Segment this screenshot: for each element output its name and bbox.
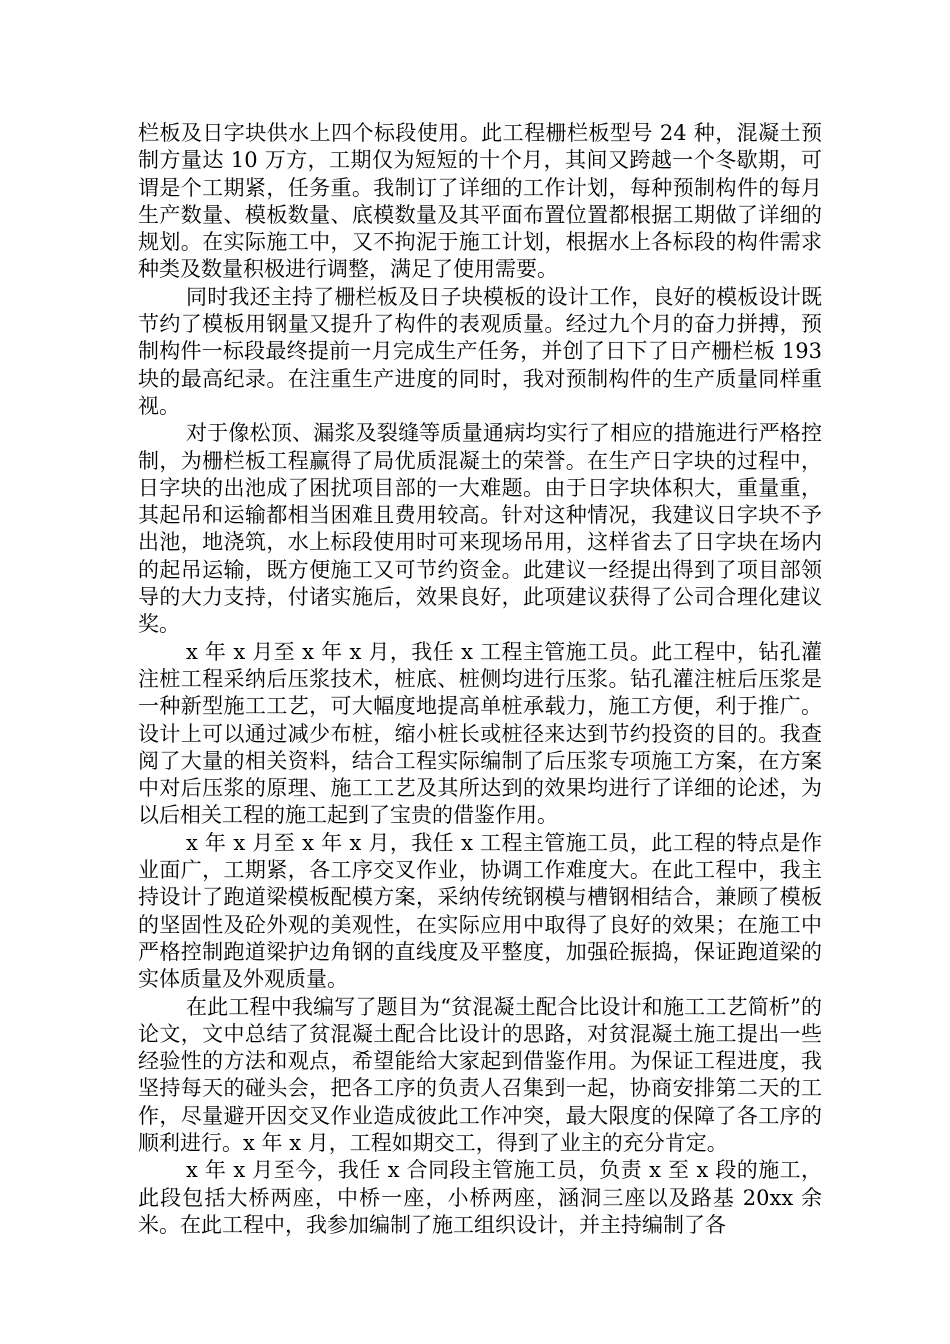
- body-paragraph: 同时我还主持了栅栏板及日子块模板的设计工作，良好的模板设计既节约了模板用钢量又提升了构件的表观质量。经过九个月的奋力拼搏，预制构件一标段最终提前一月完成生产任务，并创了日下了日产栅栏板 193 块的最高纪录。在注重生产进度的同时，我对预制构件的生产质量同样重视。: [138, 284, 822, 418]
- body-paragraph: 栏板及日字块供水上四个标段使用。此工程栅栏板型号 24 种，混凝土预制方量达 10 万方，工期仅为短短的十个月，其间又跨越一个冬歇期，可谓是个工期紧，任务重。我制订了详细的工作计划，每种预制构件的每月生产数量、模板数量、底模数量及其平面布置位置都根据工期做了详细的规划。在实际施工中，又不拘泥于施工计划，根据水上各标段的构件需求种类及数量积极进行调整，满足了使用需要。: [138, 121, 822, 282]
- body-paragraph: x 年 x 月至 x 年 x 月，我任 x 工程主管施工员，此工程的特点是作业面广，工期紧，各工序交叉作业，协调工作难度大。在此工程中，我主持设计了跑道梁模板配模方案，采纳传统钢模与槽钢相结合，兼顾了模板的坚固性及砼外观的美观性，在实际应用中取得了良好的效果；在施工中严格控制跑道梁护边角钢的直线度及平整度，加强砼振捣，保证跑道梁的实体质量及外观质量。: [138, 830, 822, 992]
- document-page: [138, 120, 822, 1239]
- body-paragraph: 对于像松顶、漏浆及裂缝等质量通病均实行了相应的措施进行严格控制，为栅栏板工程赢得了局优质混凝土的荣誉。在生产日字块的过程中，日字块的出池成了困扰项目部的一大难题。由于日字块体积大，重量重，其起吊和运输都相当困难且费用较高。针对这种情况，我建议日字块不予出池，地浇筑，水上标段使用时可来现场吊用，这样省去了日字块在场内的起吊运输，既方便施工又可节约资金。此建议一经提出得到了项目部领导的大力支持，付诸实施后，效果良好，此项建议获得了公司合理化建议奖。: [138, 421, 822, 637]
- body-paragraph: 在此工程中我编写了题目为“贫混凝土配合比设计和施工工艺简析”的论文，文中总结了贫混凝土配合比设计的思路，对贫混凝土施工提出一些经验性的方法和观点，希望能给大家起到借鉴作用。为保证工程进度，我坚持每天的碰头会，把各工序的负责人召集到一起，协商安排第二天的工作，尽量避开因交叉作业造成彼此工作冲突，最大限度的保障了各工序的顺利进行。x 年 x 月，工程如期交工，得到了业主的充分肯定。: [138, 994, 822, 1155]
- body-paragraph: x 年 x 月至 x 年 x 月，我任 x 工程主管施工员。此工程中，钻孔灌注桩工程采纳后压浆技术，桩底、桩侧均进行压浆。钻孔灌注桩后压浆是一种新型施工工艺，可大幅度地提高单桩承载力，施工方便，利于推广。设计上可以通过减少布桩，缩小桩长或桩径来达到节约投资的目的。我查阅了大量的相关资料，结合工程实际编制了后压浆专项施工方案，在方案中对后压浆的原理、施工工艺及其所达到的效果均进行了详细的论述，为以后相关工程的施工起到了宝贵的借鉴作用。: [138, 639, 822, 828]
- body-paragraph: x 年 x 月至今，我任 x 合同段主管施工员，负责 x 至 x 段的施工，此段包括大桥两座，中桥一座，小桥两座，涵洞三座以及路基 20xx 余米。在此工程中，我参加编制了施工组织设计，并主持编制了各: [138, 1158, 822, 1237]
